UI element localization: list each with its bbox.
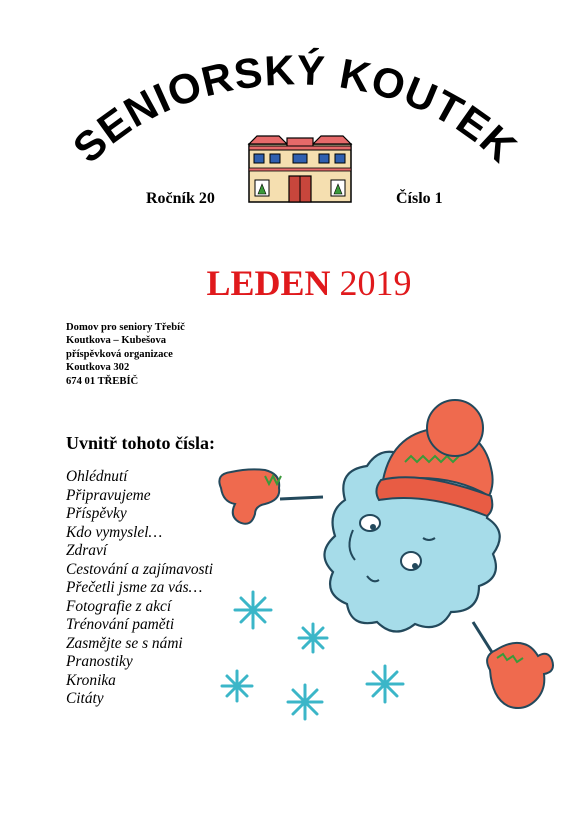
left-mitten-icon — [219, 469, 323, 523]
toc-item: Ohlédnutí — [66, 468, 128, 485]
toc-item: Kdo vymyslel… — [66, 523, 163, 541]
snowflake-character-icon — [205, 390, 565, 730]
toc-item: Trénování paměti — [66, 616, 175, 633]
toc-item: Zdraví — [66, 542, 108, 559]
address-line: Domov pro seniory Třebíč — [66, 322, 185, 333]
masthead-title: SENIORSKÝ KOUTEK — [63, 46, 527, 172]
toc-item: Citáty — [66, 690, 104, 707]
issue-month: LEDEN — [206, 263, 331, 303]
toc-item: Příspěvky — [66, 505, 127, 522]
issue-date — [0, 262, 588, 304]
toc-item: Zasmějte se s námi — [66, 634, 183, 652]
address-line: příspěvková organizace — [66, 348, 173, 360]
toc-item: Kronika — [66, 671, 116, 689]
toc-item: Pranostiky — [66, 653, 133, 670]
address-line: Koutkova 302 — [66, 362, 130, 374]
issue-year: 2019 — [339, 263, 412, 303]
toc-heading: Uvnitř tohoto čísla: — [66, 433, 215, 453]
address-block — [66, 321, 185, 388]
issue-number: Číslo 1 — [396, 190, 443, 207]
toc-item: Fotografie z akcí — [66, 597, 172, 615]
masthead — [0, 0, 588, 240]
building-icon — [249, 136, 351, 202]
address-line: 674 01 TŘEBÍČ — [66, 375, 139, 387]
volume-number: Ročník 20 — [146, 190, 215, 207]
address-line: Koutkova – Kubešova — [66, 335, 167, 347]
toc-list — [66, 468, 213, 709]
toc-item: Cestování a zajímavosti — [66, 560, 214, 578]
right-mitten-icon — [473, 622, 553, 708]
hat-icon — [376, 400, 492, 516]
toc-item: Připravujeme — [66, 486, 151, 504]
toc-item: Přečetli jsme za vás… — [66, 579, 203, 596]
